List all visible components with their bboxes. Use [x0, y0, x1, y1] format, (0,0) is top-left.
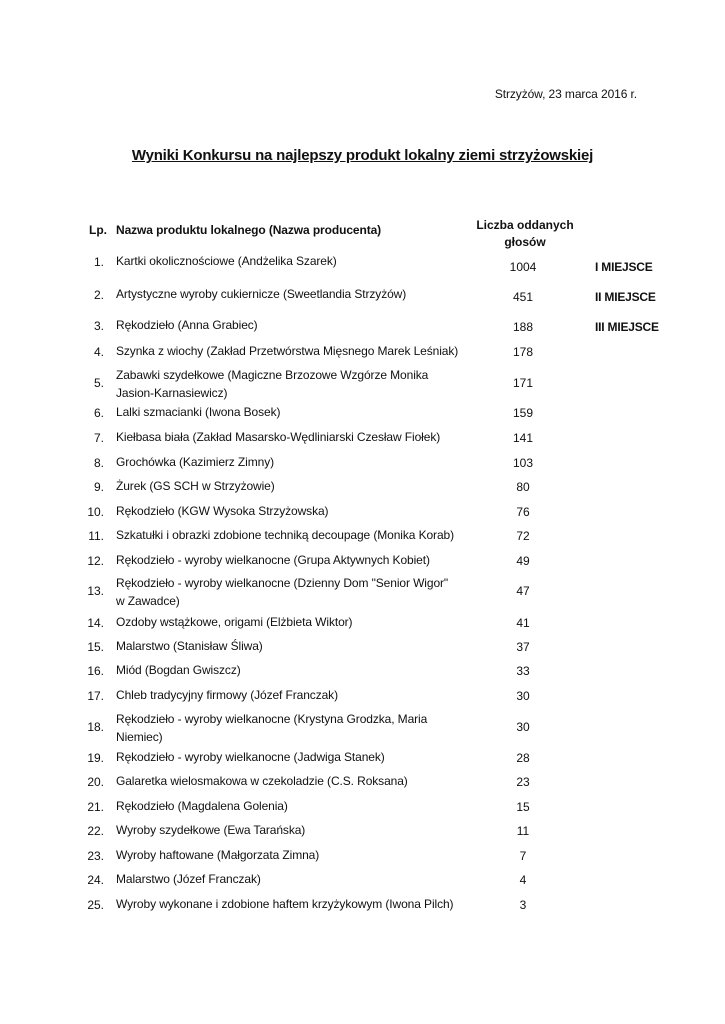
row-votes: 178 [512, 345, 534, 359]
row-votes: 15 [516, 800, 530, 814]
row-number: 10. [87, 505, 104, 519]
row-number: 7. [93, 431, 104, 445]
row-votes: 76 [516, 505, 530, 519]
row-product-name: Chleb tradycyjny firmowy (Józef Franczak) [116, 688, 338, 702]
column-header-name: Nazwa produktu lokalnego (Nazwa producenta) [116, 223, 382, 237]
row-number: 2. [93, 288, 104, 302]
column-header-votes-line2: głosów [504, 235, 546, 249]
document-date: Strzyżów, 23 marca 2016 r. [494, 87, 637, 101]
row-product-name: Żurek (GS SCH w Strzyżowie) [116, 479, 275, 493]
row-number: 12. [87, 554, 104, 568]
row-product-name: Rękodzieło - wyroby wielkanocne (Jadwiga Stanek) [116, 750, 385, 764]
row-votes: 4 [519, 873, 527, 887]
row-product-name: Rękodzieło (Magdalena Golenia) [116, 799, 288, 813]
row-votes: 47 [516, 584, 530, 598]
row-number: 1. [93, 255, 104, 269]
row-number: 18. [87, 720, 104, 734]
row-product-name: Rękodzieło - wyroby wielkanocne (Dzienny Dom "Senior Wigor" w Zawadce) [116, 576, 449, 608]
row-votes: 103 [512, 456, 534, 470]
row-votes: 37 [516, 640, 530, 654]
row-votes: 1004 [509, 260, 537, 274]
column-header-lp: Lp. [89, 223, 107, 237]
row-votes: 41 [516, 616, 530, 630]
row-number: 16. [87, 664, 104, 678]
row-product-name: Wyroby haftowane (Małgorzata Zimna) [116, 848, 320, 862]
row-product-name: Malarstwo (Józef Franczak) [116, 872, 261, 886]
row-product-name: Ozdoby wstążkowe, origami (Elżbieta Wiktor) [116, 615, 353, 629]
row-votes: 7 [519, 849, 527, 863]
row-votes: 80 [516, 480, 530, 494]
row-votes: 33 [516, 664, 530, 678]
row-number: 24. [87, 873, 104, 887]
row-votes: 28 [516, 751, 530, 765]
row-place-badge: II MIEJSCE [595, 290, 656, 304]
row-votes: 49 [516, 554, 530, 568]
row-product-name: Szkatułki i obrazki zdobione techniką decoupage (Monika Korab) [116, 528, 454, 542]
row-place-badge: III MIEJSCE [595, 320, 659, 334]
row-votes: 23 [516, 775, 530, 789]
row-product-name: Galaretka wielosmakowa w czekoladzie (C.S. Roksana) [116, 774, 408, 788]
row-votes: 451 [512, 290, 534, 304]
row-product-name: Malarstwo (Stanisław Śliwa) [116, 639, 263, 653]
row-product-name: Rękodzieło (KGW Wysoka Strzyżowska) [116, 504, 329, 518]
row-number: 8. [93, 456, 104, 470]
row-product-name: Zabawki szydełkowe (Magiczne Brzozowe Wzgórze Monika Jasion-Karnasiewicz) [116, 368, 429, 400]
row-votes: 188 [512, 320, 534, 334]
row-number: 19. [87, 751, 104, 765]
document-title: Wyniki Konkursu na najlepszy produkt lokalny ziemi strzyżowskiej [131, 147, 594, 164]
row-votes: 171 [512, 376, 534, 390]
row-votes: 3 [519, 898, 527, 912]
column-header-votes [460, 217, 590, 251]
row-product-name: Szynka z wiochy (Zakład Przetwórstwa Mięsnego Marek Leśniak) [116, 344, 459, 358]
row-product-name: Kiełbasa biała (Zakład Masarsko-Wędliniarski Czesław Fiołek) [116, 430, 441, 444]
row-product-name: Wyroby wykonane i zdobione haftem krzyżykowym (Iwona Pilch) [116, 897, 454, 911]
row-product-name: Artystyczne wyroby cukiernicze (Sweetlandia Strzyżów) [116, 287, 407, 301]
row-number: 25. [87, 898, 104, 912]
row-number: 22. [87, 824, 104, 838]
row-number: 3. [93, 319, 104, 333]
row-product-name: Wyroby szydełkowe (Ewa Tarańska) [116, 823, 306, 837]
row-votes: 141 [512, 431, 534, 445]
row-votes: 30 [516, 689, 530, 703]
row-votes: 159 [512, 406, 534, 420]
row-number: 14. [87, 616, 104, 630]
row-number: 11. [88, 529, 104, 543]
row-number: 4. [93, 345, 104, 359]
row-number: 20. [87, 775, 104, 789]
row-product-name: Rękodzieło - wyroby wielkanocne (Krystyna Grodzka, Maria Niemiec) [116, 712, 428, 744]
row-place-badge: I MIEJSCE [595, 260, 653, 274]
row-product-name: Rękodzieło - wyroby wielkanocne (Grupa Aktywnych Kobiet) [116, 553, 430, 567]
row-number: 21. [87, 800, 104, 814]
row-number: 23. [87, 849, 104, 863]
row-number: 5. [93, 376, 104, 390]
row-votes: 11 [516, 824, 530, 838]
row-number: 13. [87, 584, 104, 598]
column-header-votes-line1: Liczba oddanych [476, 218, 574, 232]
row-product-name: Lalki szmacianki (Iwona Bosek) [116, 405, 281, 419]
row-number: 17. [87, 689, 104, 703]
row-number: 6. [93, 406, 104, 420]
row-votes: 30 [516, 720, 530, 734]
row-number: 15. [87, 640, 104, 654]
row-number: 9. [93, 480, 104, 494]
row-votes: 72 [516, 529, 530, 543]
row-product-name: Rękodzieło (Anna Grabiec) [116, 318, 258, 332]
row-product-name: Miód (Bogdan Gwiszcz) [116, 663, 241, 677]
row-product-name: Kartki okolicznościowe (Andżelika Szarek) [116, 254, 337, 268]
row-product-name: Grochówka (Kazimierz Zimny) [116, 455, 274, 469]
